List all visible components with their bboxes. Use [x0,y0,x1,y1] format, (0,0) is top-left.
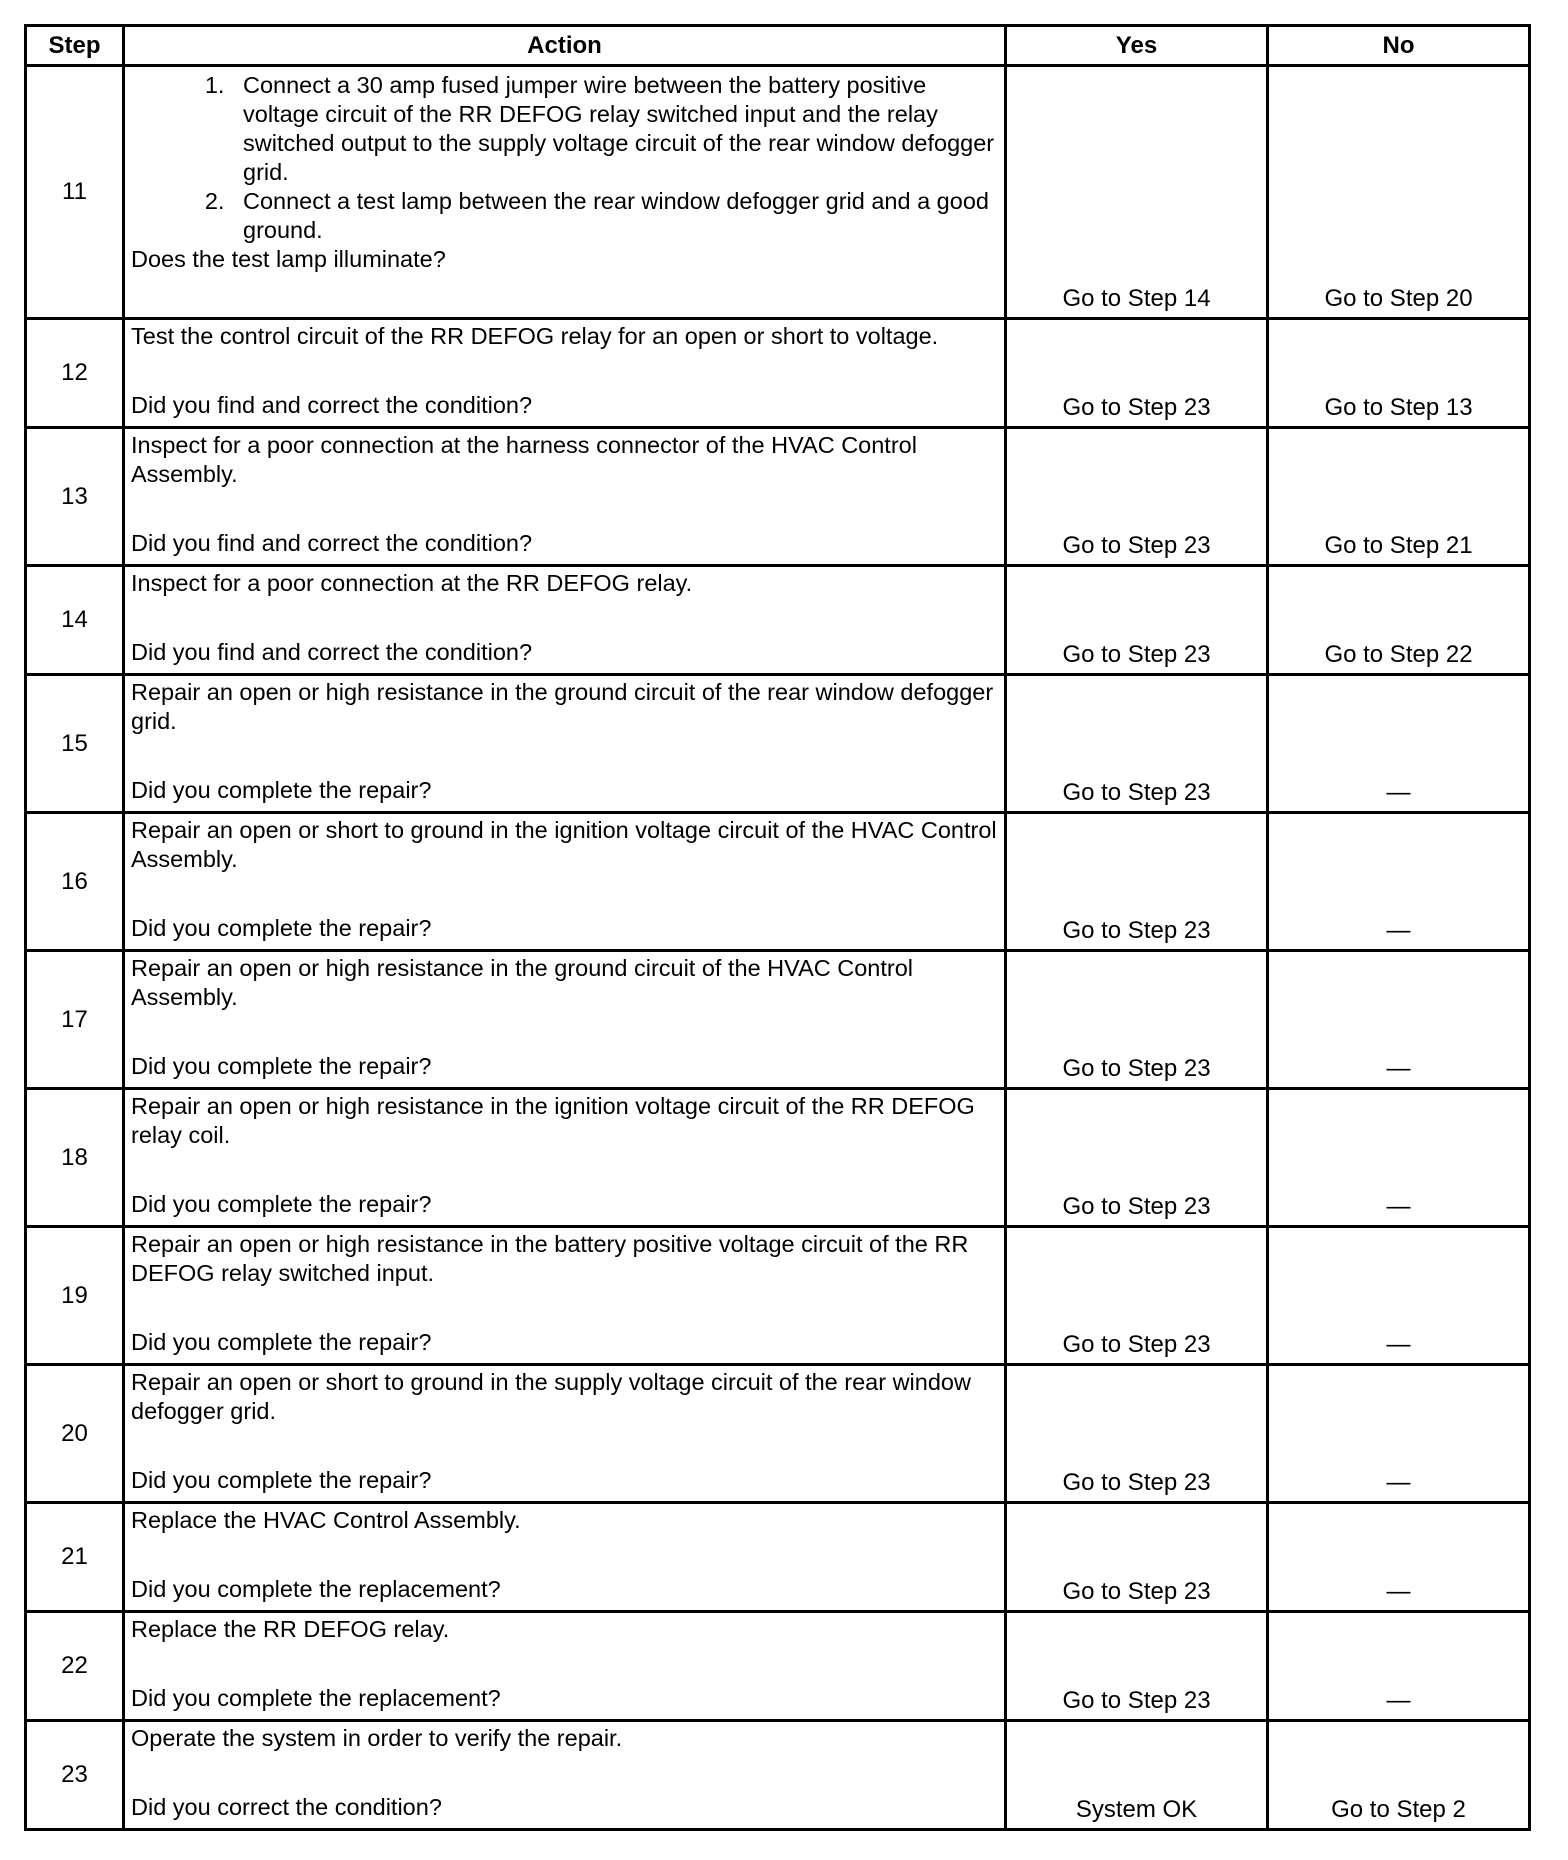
action-cell [124,813,1006,951]
step-number: 20 [26,1365,124,1503]
action-cell [124,66,1006,319]
instruction-text: Test the control circuit of the RR DEFOG relay for an open or short to voltage. [131,323,939,349]
table-row [26,675,1530,813]
table-row [26,1503,1530,1612]
header-yes: Yes [1006,26,1268,66]
question-text: Did you complete the replacement? [131,1576,501,1602]
yes-result: Go to Step 23 [1006,675,1268,813]
table-row [26,1227,1530,1365]
action-cell [124,1612,1006,1721]
no-result: — [1268,1227,1530,1365]
instruction-text: Repair an open or high resistance in the ground circuit of the HVAC Control Assembly. [131,955,914,1010]
instruction-list [131,71,998,245]
no-result: — [1268,1503,1530,1612]
question-text: Did you find and correct the condition? [131,392,533,418]
yes-result: System OK [1006,1721,1268,1830]
table-row [26,1612,1530,1721]
no-result: — [1268,1365,1530,1503]
table-row [26,1721,1530,1830]
yes-result: Go to Step 23 [1006,1089,1268,1227]
header-step: Step [26,26,124,66]
action-cell [124,1721,1006,1830]
step-number: 22 [26,1612,124,1721]
step-number: 19 [26,1227,124,1365]
question-text: Did you complete the replacement? [131,1685,501,1711]
no-result: — [1268,1089,1530,1227]
table-row [26,319,1530,428]
table-row [26,1365,1530,1503]
yes-result: Go to Step 23 [1006,1503,1268,1612]
yes-result: Go to Step 23 [1006,1227,1268,1365]
yes-result: Go to Step 23 [1006,1365,1268,1503]
action-cell [124,566,1006,675]
header-no: No [1268,26,1530,66]
instruction-text: Replace the RR DEFOG relay. [131,1616,450,1642]
question-text: Did you complete the repair? [131,1053,432,1079]
instruction-text: Repair an open or high resistance in the battery positive voltage circuit of the RR DEFOG relay switched input. [131,1231,969,1286]
instruction-text: Repair an open or high resistance in the ground circuit of the rear window defogger grid. [131,679,994,734]
no-result: Go to Step 20 [1268,66,1530,319]
no-result: — [1268,675,1530,813]
action-cell [124,1089,1006,1227]
step-number: 16 [26,813,124,951]
diagnostic-table [24,24,1531,1831]
question-text: Does the test lamp illuminate? [131,246,446,272]
table-row [26,566,1530,675]
table-row [26,951,1530,1089]
yes-result: Go to Step 23 [1006,428,1268,566]
question-text: Did you find and correct the condition? [131,530,533,556]
yes-result: Go to Step 23 [1006,1612,1268,1721]
table-row [26,813,1530,951]
instruction-text: Repair an open or high resistance in the ignition voltage circuit of the RR DEFOG relay coil. [131,1093,975,1148]
no-result: — [1268,1612,1530,1721]
instruction-text: Repair an open or short to ground in the supply voltage circuit of the rear window defogger grid. [131,1369,971,1424]
question-text: Did you complete the repair? [131,777,432,803]
action-cell [124,675,1006,813]
yes-result: Go to Step 23 [1006,813,1268,951]
yes-result: Go to Step 23 [1006,951,1268,1089]
action-cell [124,319,1006,428]
no-result: Go to Step 13 [1268,319,1530,428]
instruction-item: 2. Connect a test lamp between the rear window defogger grid and a good ground. [231,187,998,245]
step-number: 23 [26,1721,124,1830]
table-row [26,428,1530,566]
question-text: Did you complete the repair? [131,915,432,941]
step-number: 15 [26,675,124,813]
yes-result: Go to Step 23 [1006,566,1268,675]
action-cell [124,1227,1006,1365]
yes-result: Go to Step 23 [1006,319,1268,428]
no-result: Go to Step 22 [1268,566,1530,675]
no-result: — [1268,951,1530,1089]
instruction-text: Inspect for a poor connection at the RR DEFOG relay. [131,570,693,596]
question-text: Did you complete the repair? [131,1329,432,1355]
action-cell [124,1503,1006,1612]
step-number: 11 [26,66,124,319]
question-text: Did you find and correct the condition? [131,639,533,665]
step-number: 14 [26,566,124,675]
action-cell [124,1365,1006,1503]
no-result: — [1268,813,1530,951]
instruction-text: Replace the HVAC Control Assembly. [131,1507,521,1533]
header-row [26,26,1530,66]
no-result: Go to Step 21 [1268,428,1530,566]
step-number: 21 [26,1503,124,1612]
no-result: Go to Step 2 [1268,1721,1530,1830]
question-text: Did you correct the condition? [131,1794,442,1820]
table-row [26,66,1530,319]
step-number: 18 [26,1089,124,1227]
question-text: Did you complete the repair? [131,1191,432,1217]
question-text: Did you complete the repair? [131,1467,432,1493]
header-action: Action [124,26,1006,66]
instruction-text: Operate the system in order to verify the repair. [131,1725,623,1751]
action-cell [124,951,1006,1089]
step-number: 13 [26,428,124,566]
step-number: 12 [26,319,124,428]
step-number: 17 [26,951,124,1089]
table-row [26,1089,1530,1227]
instruction-text: Repair an open or short to ground in the ignition voltage circuit of the HVAC Control Assembly. [131,817,997,872]
instruction-text: Inspect for a poor connection at the harness connector of the HVAC Control Assembly. [131,432,917,487]
action-cell [124,428,1006,566]
yes-result: Go to Step 14 [1006,66,1268,319]
instruction-item: 1. Connect a 30 amp fused jumper wire between the battery positive voltage circuit of the RR DEFOG relay switched input and the relay switched output to the supply voltage circuit of the rear window defogger grid. [231,71,998,187]
